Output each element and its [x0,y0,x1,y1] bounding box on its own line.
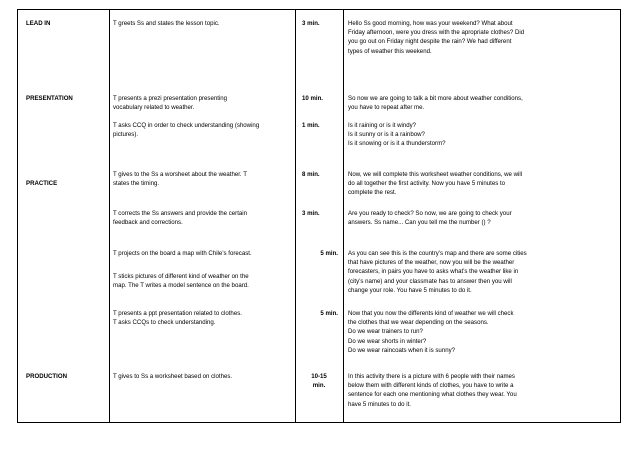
time-practice-b: 3 min. [302,210,320,217]
script-lead-in: Hello Ss good morning, how was your weekend? What about Friday afternoon, were you dress with the apropriate clothes? Did you go out on Friday night despite the rain? We had different types of weather this weekend. [348,20,525,55]
procedure-practice-c: T projects on the board a map with Chile’s forecast. [113,250,252,257]
time-practice-a: 8 min. [302,171,320,178]
procedure-practice-b: T corrects the Ss answers and provide the certain feedback and corrections. [113,210,248,227]
time-lead-in: 3 min. [302,20,320,27]
column-divider-3 [343,9,344,423]
script-practice-e: Now that you now the differents kind of weather we will check the clothes that we wear depending on the seasons. Do we wear trainers to run? Do we wear shorts in winter? Do we wear raincoats when it is sunny? [348,310,514,354]
lesson-plan-table [17,9,621,423]
stage-production: PRODUCTION [26,373,67,380]
time-practice-c: 5 min. [320,250,338,257]
procedure-presentation-a: T presents a prezi presentation presenting vocabulary related to weather. [113,95,228,112]
table-border-top [17,9,621,10]
stage-practice: PRACTICE [26,180,58,187]
stage-presentation: PRESENTATION [26,95,73,102]
script-production: In this activity there is a picture with 6 people with their names below them with different kinds of clothes, you have to write a sentence for each one mentioning what clothes they wear. You have 5 minutes to do it. [348,373,517,408]
time-practice-e: 5 min. [320,310,338,317]
procedure-practice-d: T sticks pictures of different kind of weather on the map. The T writes a model sentence on the board. [113,273,249,290]
time-production: 10-15 min. [311,373,327,390]
table-border-bottom [17,422,621,423]
script-presentation-a: So now we are going to talk a bit more about weather conditions, you have to repeat after me. [348,95,523,112]
script-practice-a: Now, we will complete this worksheet weather conditions, we will do all together the first activity. Now you have 5 minutes to complete the rest. [348,171,523,197]
column-divider-1 [109,9,110,423]
stage-lead-in: LEAD IN [26,20,51,27]
time-presentation-b: 1 min. [302,122,320,129]
procedure-production: T gives to Ss a worksheet based on clothes. [113,373,233,380]
procedure-practice-a: T gives to the Ss a worsheet about the weather. T states the timing. [113,171,247,188]
time-presentation-a: 10 min. [302,95,323,102]
script-presentation-b: Is it raining or is it windy? Is it sunny or is it a rainbow? Is it snowing or is it a thunderstorm? [348,122,446,148]
procedure-lead-in: T greets Ss and states the lesson topic. [113,20,220,27]
column-divider-2 [295,9,296,423]
table-border-right [620,9,621,423]
procedure-presentation-b: T asks CCQ in order to check understanding (showing pictures). [113,122,260,139]
procedure-practice-e: T presents a ppt presentation related to clothes. T asks CCQs to check understanding. [113,310,242,327]
script-practice-c: As you can see this is the country’s map and there are some cities that have pictures of the weather, now you will be the weather forecasters, in pairs you have to asks what’s the weather like in (city’s name) and your classmate has to answer then you will change your role. You have 5 minutes to do it. [348,250,527,294]
table-border-left [17,9,18,423]
script-practice-b: Are you ready to check? So now, we are going to check your answers. Ss name... Can you tell me the number () ? [348,210,512,227]
